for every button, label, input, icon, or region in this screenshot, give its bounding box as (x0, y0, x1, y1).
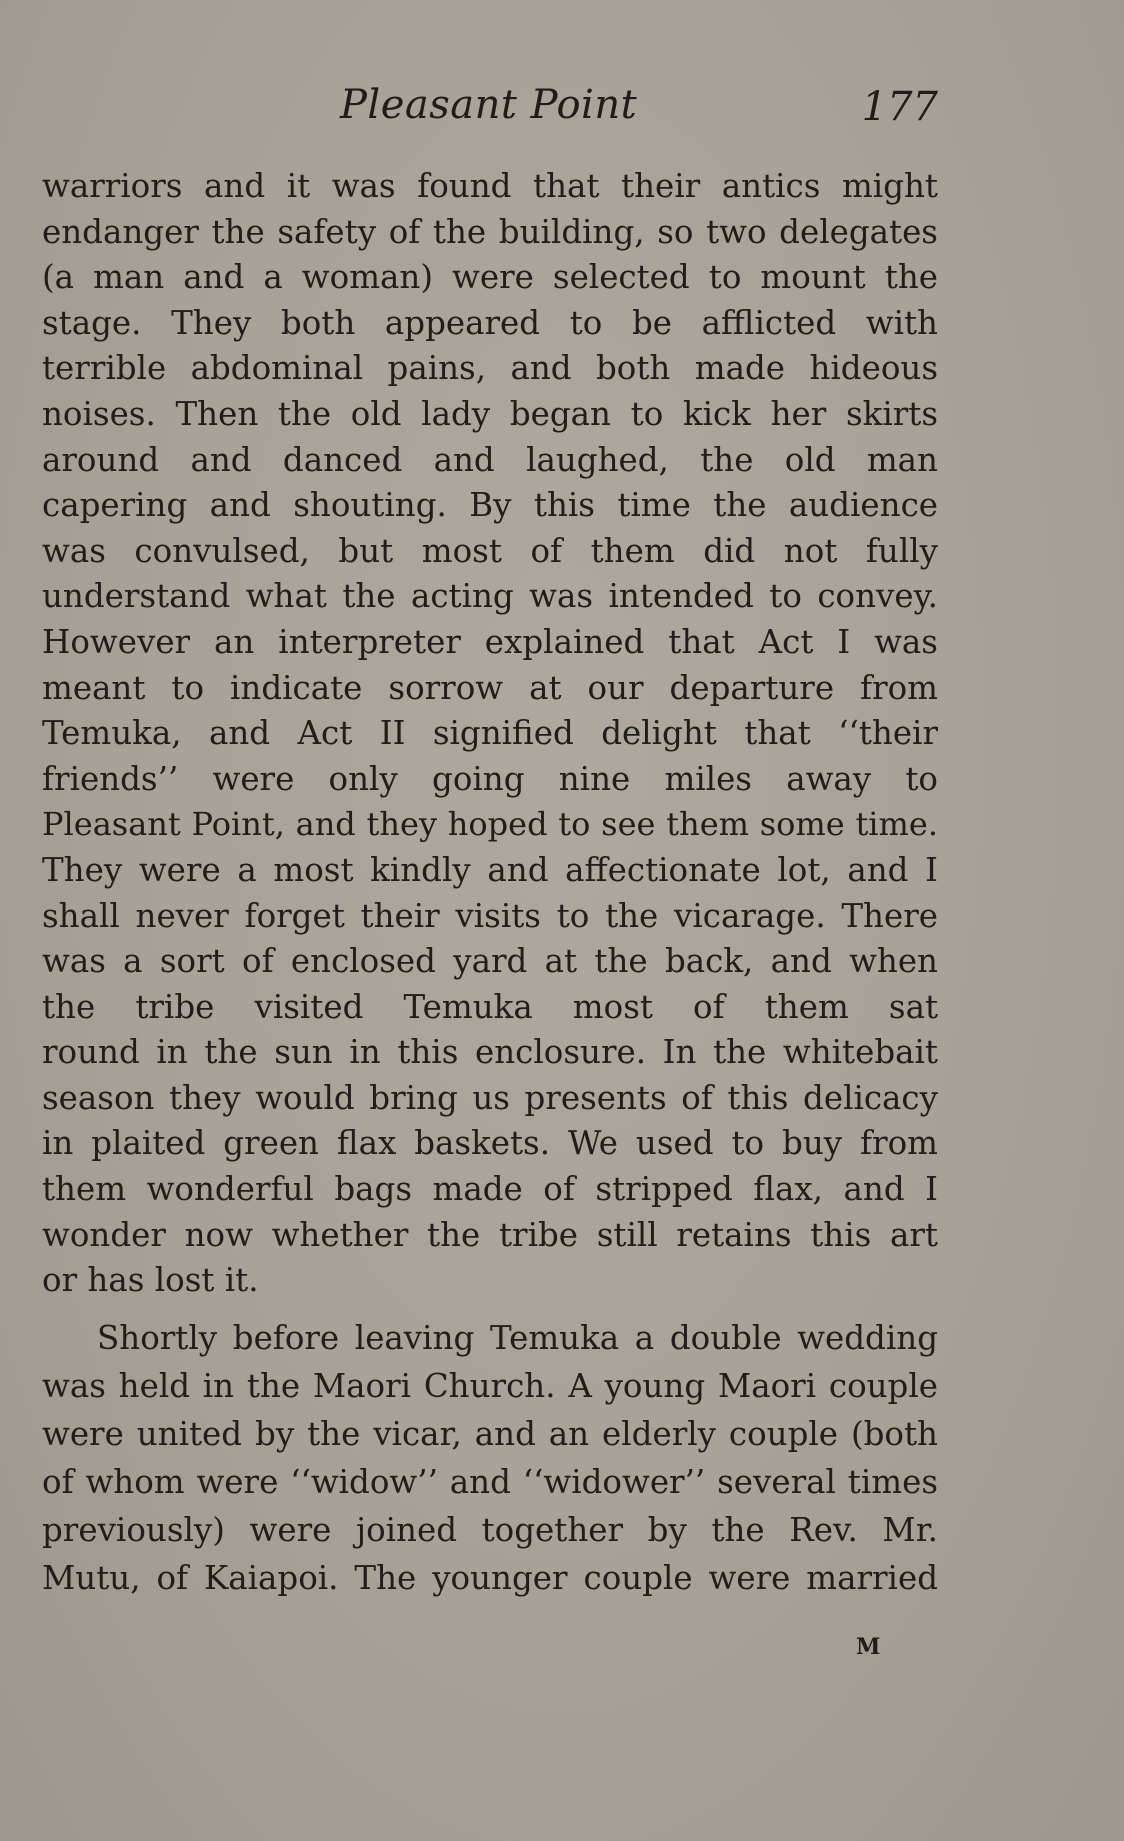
text-line: shall never forget their visits to the vicarage. There (42, 896, 938, 935)
page-header (42, 82, 938, 142)
text-line: capering and shouting. By this time the audience (42, 486, 938, 525)
text-line: of whom were ‘‘widow’’ and ‘‘widower’’ several times (42, 1462, 938, 1501)
text-line: Shortly before leaving Temuka a double wedding (97, 1318, 938, 1357)
paragraph-1 (42, 164, 938, 1304)
text-line: them wonderful bags made of stripped flax, and I (42, 1170, 938, 1209)
text-line: previously) were joined together by the Rev. Mr. (42, 1510, 938, 1549)
text-line: terrible abdominal pains, and both made hideous (42, 349, 938, 388)
text-line: were united by the vicar, and an elderly couple (both (42, 1414, 938, 1453)
paragraph-2 (42, 1314, 938, 1602)
text-line: round in the sun in this enclosure. In the whitebait (42, 1033, 938, 1072)
text-line: was convulsed, but most of them did not fully (42, 531, 938, 570)
body-text (42, 164, 938, 1602)
text-line: the tribe visited Temuka most of them sat (42, 987, 938, 1026)
text-line: in plaited green flax baskets. We used to buy from (42, 1124, 938, 1163)
text-line: wonder now whether the tribe still retains this art (42, 1215, 938, 1254)
text-line: understand what the acting was intended to convey. (42, 577, 938, 616)
text-line: Temuka, and Act II signified delight that ‘‘their (42, 714, 938, 753)
text-line: warriors and it was found that their antics might (42, 167, 938, 205)
text-line: stage. They both appeared to be afflicted with (42, 303, 938, 342)
signature-mark: M (856, 1634, 881, 1660)
text-line: They were a most kindly and affectionate lot, and I (42, 850, 938, 889)
text-line: was held in the Maori Church. A young Maori couple (42, 1366, 938, 1405)
running-title: Pleasant Point (340, 82, 638, 128)
text-line: meant to indicate sorrow at our departure from (42, 668, 938, 707)
text-line: (a man and a woman) were selected to mount the (42, 258, 938, 297)
page-number: 177 (861, 84, 938, 130)
text-line: Mutu, of Kaiapoi. The younger couple were married (42, 1558, 938, 1597)
text-line: around and danced and laughed, the old man (42, 440, 938, 479)
text-line: friends’’ were only going nine miles away to (42, 759, 938, 798)
text-line: endanger the safety of the building, so two delegates (42, 212, 938, 251)
text-line: was a sort of enclosed yard at the back, and when (42, 942, 938, 981)
text-line: season they would bring us presents of this delicacy (42, 1078, 938, 1117)
text-line: However an interpreter explained that Act I was (42, 622, 938, 661)
text-line: noises. Then the old lady began to kick her skirts (42, 394, 938, 433)
text-line: Pleasant Point, and they hoped to see them some time. (42, 805, 938, 844)
text-line: or has lost it. (42, 1261, 259, 1300)
